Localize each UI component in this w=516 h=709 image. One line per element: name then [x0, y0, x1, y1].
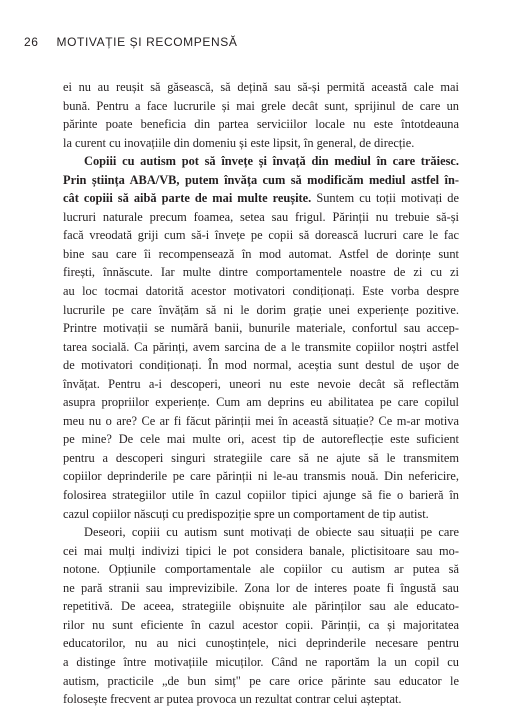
text-run: rilor nu sunt eficiente în cazul acestor copii. Părinții, ca și majoritatea [63, 617, 459, 632]
text-line [63, 449, 459, 468]
bold-text: cât copiii să aibă parte de mai multe reușite. [63, 191, 312, 206]
text-line [63, 356, 459, 375]
text-run: firești, înnăscute. Iar multe dintre comportamentele noastre de zi cu zi [63, 265, 459, 280]
text-line [63, 319, 459, 338]
text-line [63, 189, 459, 208]
text-line [63, 171, 459, 190]
text-line [63, 338, 459, 357]
text-run: facă vreodată griji cum să-i învețe pe copii să dorească lucruri care le fac [63, 228, 459, 243]
text-run: Printre motivații se numără banii, bunurile materiale, confortul sau accep- [63, 321, 459, 336]
text-line [63, 430, 459, 449]
text-line [63, 134, 459, 153]
text-run: folosește frecvent ar putea provoca un rezultat contrar celui așteptat. [63, 692, 402, 707]
text-run: bună. Pentru a face lucrurile și mai grele decât sunt, sprijinul de care un [63, 98, 459, 113]
text-run: copiilor deprinderile pe care părinții ni le-au transmis nouă. Din nefericire, [63, 469, 459, 484]
text-run: cazul copiilor născuți cu predispoziție spre un comportament de tip autist. [63, 506, 429, 521]
text-run: notone. Opțiunile comportamentale ale copiilor cu autism ar putea să [63, 562, 459, 577]
text-line [63, 282, 459, 301]
text-run: la curent cu inovațiile din domeniu și este lipsit, în general, de direcție. [63, 135, 415, 150]
text-line [63, 301, 459, 320]
text-line [63, 226, 459, 245]
bold-text: Prin știința ABA/VB, putem învăța cum să modificăm mediul astfel în- [63, 172, 459, 187]
text-run: bine sau care îi recompensează în mod automat. Astfel de dorințe sunt [63, 246, 459, 261]
text-line [63, 115, 459, 134]
text-line [63, 152, 459, 171]
text-run: de motivatori condiționați. În mod normal, aceștia sunt destul de ușor de [63, 358, 459, 373]
paragraph [63, 152, 459, 523]
bold-text: Copiii cu autism pot să învețe și învață din mediul în care trăiesc. [84, 154, 459, 169]
text-line [63, 505, 459, 524]
text-line [63, 523, 459, 542]
text-run: folosirea strategiilor utile în cazul copiilor tipici ajunge să fie o barieră în [63, 488, 459, 503]
text-line [63, 208, 459, 227]
text-line [63, 467, 459, 486]
text-run: asupra propriilor experiențe. Cum am deprins eu abilitatea pe care copilul [63, 395, 459, 410]
text-run: a distinge între motivațiile micuților. Când ne raportăm la un copil cu [63, 654, 459, 669]
text-run: tarea socială. Ca părinți, avem sarcina de a le transmite copiilor noștri astfel [63, 339, 459, 354]
text-line [63, 97, 459, 116]
text-line [63, 486, 459, 505]
text-line [63, 634, 459, 653]
text-run: părinte poate beneficia din partea serviciilor locale nu este întotdeauna [63, 117, 459, 132]
text-run: învățat. Pentru a-i descoperi, uneori nu este nevoie decât să reflectăm [63, 376, 459, 391]
running-title: MOTIVAȚIE ȘI RECOMPENSĂ [56, 35, 238, 49]
text-line [63, 375, 459, 394]
text-line [63, 653, 459, 672]
text-line [63, 263, 459, 282]
text-run: ne pară stranii sau imprevizibile. Zona lor de interes poate fi îngustă sau [63, 580, 459, 595]
text-run: Deseori, copiii cu autism sunt motivați de obiecte sau situații pe care [84, 525, 459, 540]
text-run: meu nu o are? Ce ar fi făcut părinții mei în această situație? Ce m-ar motiva [63, 413, 459, 428]
paragraph [63, 78, 459, 152]
text-run: cei mai mulți indivizi tipici le pot considera banale, plictisitoare sau mo- [63, 543, 459, 558]
text-line [63, 393, 459, 412]
text-run: ei nu au reușit să găsească, să dețină sau să-și permită această cale mai [63, 80, 459, 94]
text-run: repetitivă. De aceea, strategiile obișnuite ale părinților sau ale educato- [63, 599, 459, 614]
text-line [63, 245, 459, 264]
page-body [63, 78, 459, 709]
text-line [63, 672, 459, 691]
text-run: pe mine? De cele mai multe ori, acest tip de autoreflecție este suficient [63, 432, 459, 447]
text-run: pentru a descoperi singuri strategiile care să ne ajute să le transmitem [63, 450, 459, 465]
page-number: 26 [24, 35, 39, 49]
paragraph [63, 523, 459, 708]
text-line [63, 542, 459, 561]
text-run: lucruri naturale precum foamea, setea sau frigul. Părinții nu trebuie să-și [63, 209, 459, 224]
text-line [63, 616, 459, 635]
text-line [63, 412, 459, 431]
text-line [63, 78, 459, 97]
text-run: Suntem cu toții motivați de [311, 191, 459, 206]
text-line [63, 690, 459, 709]
text-line [63, 560, 459, 579]
text-run: educatorilor, nu au nici cunoștințele, nici deprinderile necesare pentru [63, 636, 459, 651]
text-run: autism, practicile „de bun simț" pe care orice părinte sau educator le [63, 673, 459, 688]
text-line [63, 579, 459, 598]
text-run: lucrurile pe care învățăm să ni le dorim grație unei experiențe pozitive. [63, 302, 459, 317]
running-header [24, 35, 237, 49]
text-line [63, 597, 459, 616]
text-run: au loc tocmai datorită acestor motivatori condiționați. Este vorba despre [63, 284, 459, 299]
